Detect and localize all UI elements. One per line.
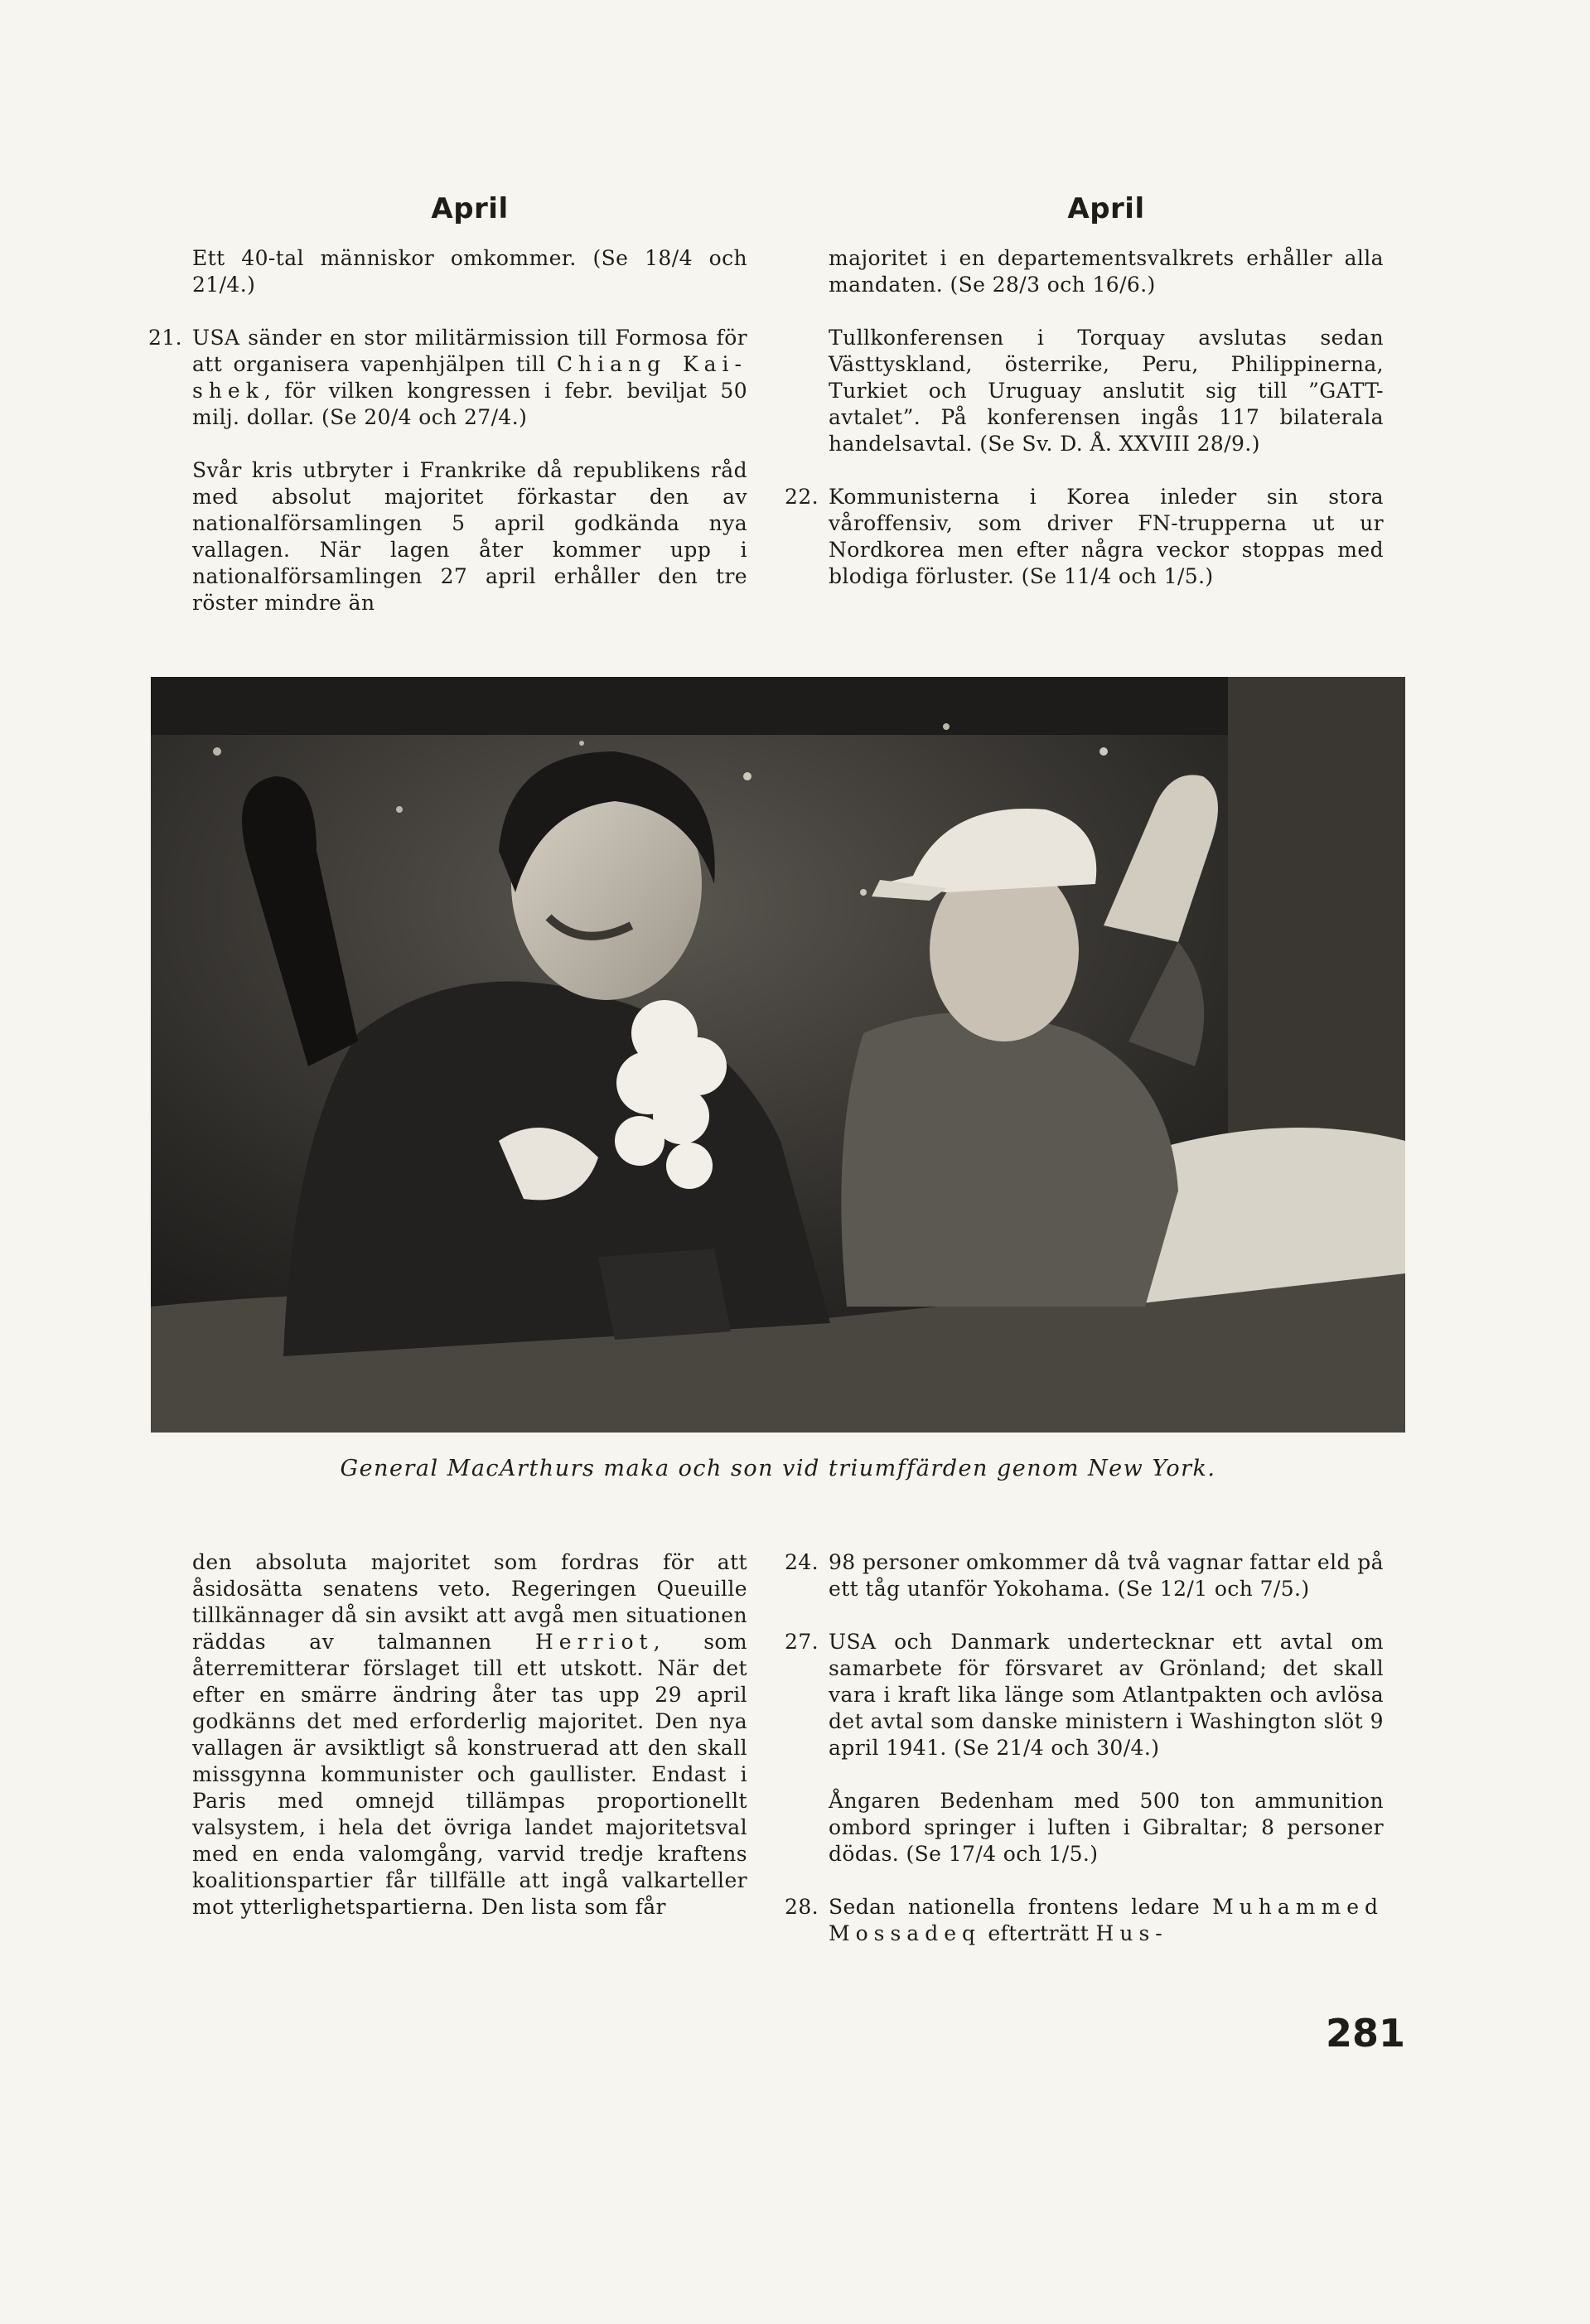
chronicle-entry: [785, 484, 1384, 590]
entry-date: 28.: [785, 1895, 819, 1919]
entry-text: Ångaren Bedenham med 500 ton ammunition ombord springer i luften i Gibraltar; 8 personer dödas. (Se 17/4 och 1/5.): [829, 1789, 1384, 1866]
entry-date: 24.: [785, 1550, 819, 1574]
entry-text: efterträtt: [981, 1921, 1096, 1945]
entry-date: 22.: [785, 485, 819, 509]
entry-name-spaced: Hus-: [1095, 1921, 1168, 1945]
text-column: [785, 245, 1384, 590]
chronicle-entry: [192, 245, 747, 298]
entry-text: , som återremitterar förslaget till ett utskott. När det efter en smärre ändring åter tas upp 29 april godkänns det med erforderlig majoritet. Den nya vallagen är avsiktligt så konstruerad att den skall missgynna kommunister och gaullister. Endast i Paris med omnejd tillämpas proportionellt valsystem, i hela det övriga landet majoritetsval med en enda valomgång, varvid tredje kraftens koalitionspartier får tillfälle att ingå valkarteller mot ytterlighetspartierna. Den lista som får: [192, 1630, 747, 1919]
chronicle-entry: [148, 325, 747, 431]
news-photograph: [151, 677, 1405, 1433]
chronicle-entry: [829, 325, 1384, 457]
chronicle-entry: [192, 457, 747, 616]
entry-text: USA och Danmark undertecknar ett avtal om samarbete för försvaret av Grönland; det skall vara i kraft lika länge som Atlantpakten och avlösa det avtal som danske ministern i Washington slöt 9 april 1941. (Se 21/4 och 30/4.): [829, 1630, 1384, 1760]
entry-date: 21.: [148, 326, 182, 350]
text-column: [148, 245, 747, 616]
chronicle-entry: [785, 1894, 1384, 1947]
entry-text: , för vilken kongressen i febr. beviljat 50 milj. dollar. (Se 20/4 och 27/4.): [192, 379, 747, 429]
entry-name-spaced: Muhammed Mossadeq: [829, 1895, 1384, 1945]
entry-date: 27.: [785, 1630, 819, 1654]
entry-text: den absoluta majoritet som fordras för att åsidosätta senatens veto. Regeringen Queuille tillkännager då sin avsikt att avgå men situationen räddas av talmannen: [192, 1550, 747, 1654]
entry-name-spaced: Herriot: [534, 1630, 654, 1654]
chronicle-entry: [785, 1549, 1384, 1602]
entry-text: Ett 40-tal människor omkommer. (Se 18/4 och 21/4.): [192, 246, 747, 297]
chronicle-entry: [192, 1549, 747, 1921]
column-header-left: April: [431, 192, 509, 225]
photo-illustration: [151, 677, 1405, 1433]
entry-text: majoritet i en departementsvalkrets erhåller alla mandaten. (Se 28/3 och 16/6.): [829, 246, 1384, 297]
entry-text: USA sänder en stor militärmission till Formosa för att organisera vapenhjälpen till: [192, 326, 747, 376]
photo-caption: General MacArthurs maka och son vid triumffärden genom New York.: [340, 1456, 1216, 1481]
chronicle-entry: [785, 1629, 1384, 1761]
text-column: [785, 1549, 1384, 1947]
entry-text: Tullkonferensen i Torquay avslutas sedan Västtyskland, österrike, Peru, Philippinerna, Turkiet och Uruguay anslutit sig till ”GATT-avtalet”. På konferensen ingås 117 bilaterala handelsavtal. (Se Sv. D. Å. XXVIII 28/9.): [829, 326, 1384, 456]
entry-text: 98 personer omkommer då två vagnar fattar eld på ett tåg utanför Yokohama. (Se 12/1 och 7/5.): [829, 1550, 1384, 1601]
page-number: 281: [1325, 2011, 1405, 2056]
chronicle-entry: [829, 1788, 1384, 1867]
entry-text: Kommunisterna i Korea inleder sin stora våroffensiv, som driver FN-trupperna ut ur Nordkorea men efter några veckor stoppas med blodiga förluster. (Se 11/4 och 1/5.): [829, 485, 1384, 588]
entry-text: Svår kris utbryter i Frankrike då republikens råd med absolut majoritet förkastar den av nationalförsamlingen 5 april godkända nya vallagen. När lagen åter kommer upp i nationalförsamlingen 27 april erhåller den tre röster mindre än: [192, 458, 747, 615]
text-column: [192, 1549, 747, 1921]
entry-name-spaced: Chiang Kai-shek: [192, 352, 747, 403]
chronicle-entry: [829, 245, 1384, 298]
column-header-right: April: [1067, 192, 1145, 225]
entry-text: Sedan nationella frontens ledare: [829, 1895, 1213, 1919]
